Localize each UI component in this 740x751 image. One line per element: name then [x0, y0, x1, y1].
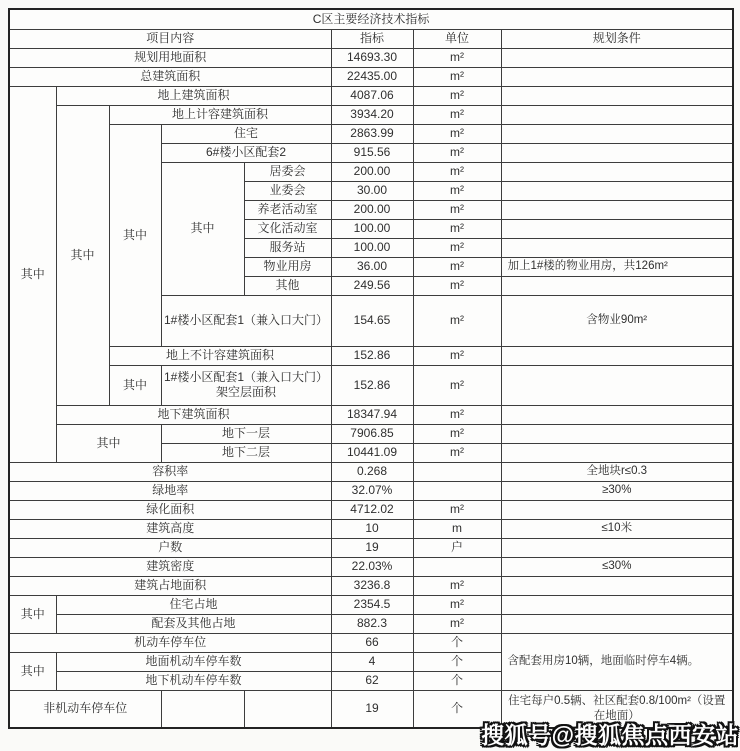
row-condition: [501, 105, 733, 124]
row-label: 文化活动室: [244, 219, 331, 238]
row-unit: 个: [413, 671, 501, 690]
row-unit: 个: [413, 690, 501, 728]
row-unit: m²: [413, 105, 501, 124]
row-value: 10441.09: [331, 443, 413, 462]
row-value: 915.56: [331, 143, 413, 162]
row-value: 10: [331, 519, 413, 538]
header-item: 项目内容: [9, 29, 331, 48]
header-condition: 规划条件: [501, 29, 733, 48]
among-cell: 其中: [9, 86, 56, 462]
row-condition: ≥30%: [501, 481, 733, 500]
row-value: 152.86: [331, 365, 413, 405]
row-condition: [501, 238, 733, 257]
row-value: 19: [331, 538, 413, 557]
row-condition: 含配套用房10辆，地面临时停车4辆。: [501, 633, 733, 690]
row-label-line1: 1#楼小区配套1（兼入口大门）: [163, 370, 329, 384]
row-condition: [501, 143, 733, 162]
row-condition: [501, 595, 733, 614]
row-label: 机动车停车位: [9, 633, 331, 652]
among-cell: 其中: [56, 424, 161, 462]
row-unit: m²: [413, 295, 501, 346]
row-value: 4087.06: [331, 86, 413, 105]
row-condition: 全地块r≤0.3: [501, 462, 733, 481]
row-value: 100.00: [331, 219, 413, 238]
row-unit: m²: [413, 424, 501, 443]
row-label: 地下一层: [161, 424, 331, 443]
row-label: 容积率: [9, 462, 331, 481]
row-value: 62: [331, 671, 413, 690]
row-condition: [501, 576, 733, 595]
row-label: 其他: [244, 276, 331, 295]
row-label: 地面机动车停车数: [56, 652, 331, 671]
row-condition: 加上1#楼的物业用房，共126m²: [501, 257, 733, 276]
empty-cell: [161, 690, 244, 728]
empty-cell: [244, 690, 331, 728]
row-label: 住宅: [161, 124, 331, 143]
row-value: 2863.99: [331, 124, 413, 143]
header-indicator: 指标: [331, 29, 413, 48]
row-condition: [501, 346, 733, 365]
row-label: 地上计容建筑面积: [109, 105, 331, 124]
row-condition: ≤30%: [501, 557, 733, 576]
row-unit: m²: [413, 365, 501, 405]
row-condition: [501, 424, 733, 443]
row-value: 14693.30: [331, 48, 413, 67]
row-value: 22.03%: [331, 557, 413, 576]
row-unit: m²: [413, 500, 501, 519]
row-value: 200.00: [331, 162, 413, 181]
row-condition: [501, 200, 733, 219]
row-label: 地下建筑面积: [56, 405, 331, 424]
row-unit: m²: [413, 48, 501, 67]
row-unit: m²: [413, 200, 501, 219]
row-label: 户数: [9, 538, 331, 557]
row-value: 100.00: [331, 238, 413, 257]
row-unit: m²: [413, 595, 501, 614]
row-unit: m²: [413, 276, 501, 295]
row-label: 地上不计容建筑面积: [109, 346, 331, 365]
row-value: 3236.8: [331, 576, 413, 595]
row-value: 30.00: [331, 181, 413, 200]
row-label: 总建筑面积: [9, 67, 331, 86]
row-condition: [501, 86, 733, 105]
row-condition: [501, 276, 733, 295]
row-condition: [501, 405, 733, 424]
row-unit: 户: [413, 538, 501, 557]
row-condition: [501, 124, 733, 143]
row-condition: ≤10米: [501, 519, 733, 538]
row-value: 882.3: [331, 614, 413, 633]
row-label: 绿地率: [9, 481, 331, 500]
row-label: 地上建筑面积: [56, 86, 331, 105]
row-unit: m²: [413, 181, 501, 200]
row-label: 物业用房: [244, 257, 331, 276]
row-label: 地下机动车停车数: [56, 671, 331, 690]
row-label: 地下二层: [161, 443, 331, 462]
row-condition: [501, 219, 733, 238]
row-label: 建筑高度: [9, 519, 331, 538]
row-label: [161, 365, 331, 405]
row-label: 规划用地面积: [9, 48, 331, 67]
row-condition: [501, 181, 733, 200]
row-value: 4712.02: [331, 500, 413, 519]
row-unit: 个: [413, 652, 501, 671]
row-unit: m²: [413, 576, 501, 595]
among-cell: 其中: [9, 652, 56, 690]
row-condition: [501, 443, 733, 462]
row-condition: [501, 538, 733, 557]
row-value: 200.00: [331, 200, 413, 219]
row-unit: [413, 462, 501, 481]
header-unit: 单位: [413, 29, 501, 48]
row-label: 业委会: [244, 181, 331, 200]
row-value: 4: [331, 652, 413, 671]
row-condition: [501, 162, 733, 181]
row-value: 249.56: [331, 276, 413, 295]
row-condition: 含物业90m²: [501, 295, 733, 346]
row-label: 建筑占地面积: [9, 576, 331, 595]
row-label: 非机动车停车位: [9, 690, 161, 728]
watermark: 搜狐号@搜狐焦点西安站: [481, 722, 739, 748]
row-unit: m²: [413, 67, 501, 86]
table-title: C区主要经济技术指标: [9, 9, 733, 29]
row-value: 7906.85: [331, 424, 413, 443]
row-label: 配套及其他占地: [56, 614, 331, 633]
row-value: 3934.20: [331, 105, 413, 124]
row-unit: m²: [413, 238, 501, 257]
row-label-line2: 架空层面积: [215, 385, 276, 399]
row-value: 36.00: [331, 257, 413, 276]
row-label: 养老活动室: [244, 200, 331, 219]
row-unit: m²: [413, 219, 501, 238]
row-value: 22435.00: [331, 67, 413, 86]
row-label: 1#楼小区配套1（兼入口大门）: [161, 295, 331, 346]
row-condition: [501, 614, 733, 633]
row-unit: m²: [413, 86, 501, 105]
row-condition: 住宅每户0.5辆、社区配套0.8/100m²（设置在地面）: [501, 690, 733, 728]
among-cell: 其中: [9, 595, 56, 633]
row-condition: [501, 500, 733, 519]
row-unit: 个: [413, 633, 501, 652]
row-unit: m²: [413, 162, 501, 181]
row-label: 住宅占地: [56, 595, 331, 614]
row-value: 66: [331, 633, 413, 652]
row-condition: [501, 365, 733, 405]
row-condition: [501, 48, 733, 67]
row-value: 18347.94: [331, 405, 413, 424]
row-value: 0.268: [331, 462, 413, 481]
row-unit: m²: [413, 257, 501, 276]
row-label: 建筑密度: [9, 557, 331, 576]
row-value: 2354.5: [331, 595, 413, 614]
row-unit: m²: [413, 143, 501, 162]
row-unit: m: [413, 519, 501, 538]
row-unit: m²: [413, 405, 501, 424]
row-unit: m²: [413, 614, 501, 633]
row-value: 32.07%: [331, 481, 413, 500]
row-value: 19: [331, 690, 413, 728]
row-label: 6#楼小区配套2: [161, 143, 331, 162]
row-label: 服务站: [244, 238, 331, 257]
row-label: 居委会: [244, 162, 331, 181]
economic-indicators-table: [8, 8, 734, 729]
row-unit: [413, 481, 501, 500]
among-cell: 其中: [109, 124, 161, 346]
row-value: 154.65: [331, 295, 413, 346]
row-unit: m²: [413, 346, 501, 365]
row-label: 绿化面积: [9, 500, 331, 519]
among-cell: 其中: [56, 105, 109, 405]
row-unit: m²: [413, 443, 501, 462]
row-unit: m²: [413, 124, 501, 143]
row-condition: [501, 67, 733, 86]
row-unit: [413, 557, 501, 576]
among-cell: 其中: [109, 365, 161, 405]
among-cell: 其中: [161, 162, 244, 295]
row-value: 152.86: [331, 346, 413, 365]
